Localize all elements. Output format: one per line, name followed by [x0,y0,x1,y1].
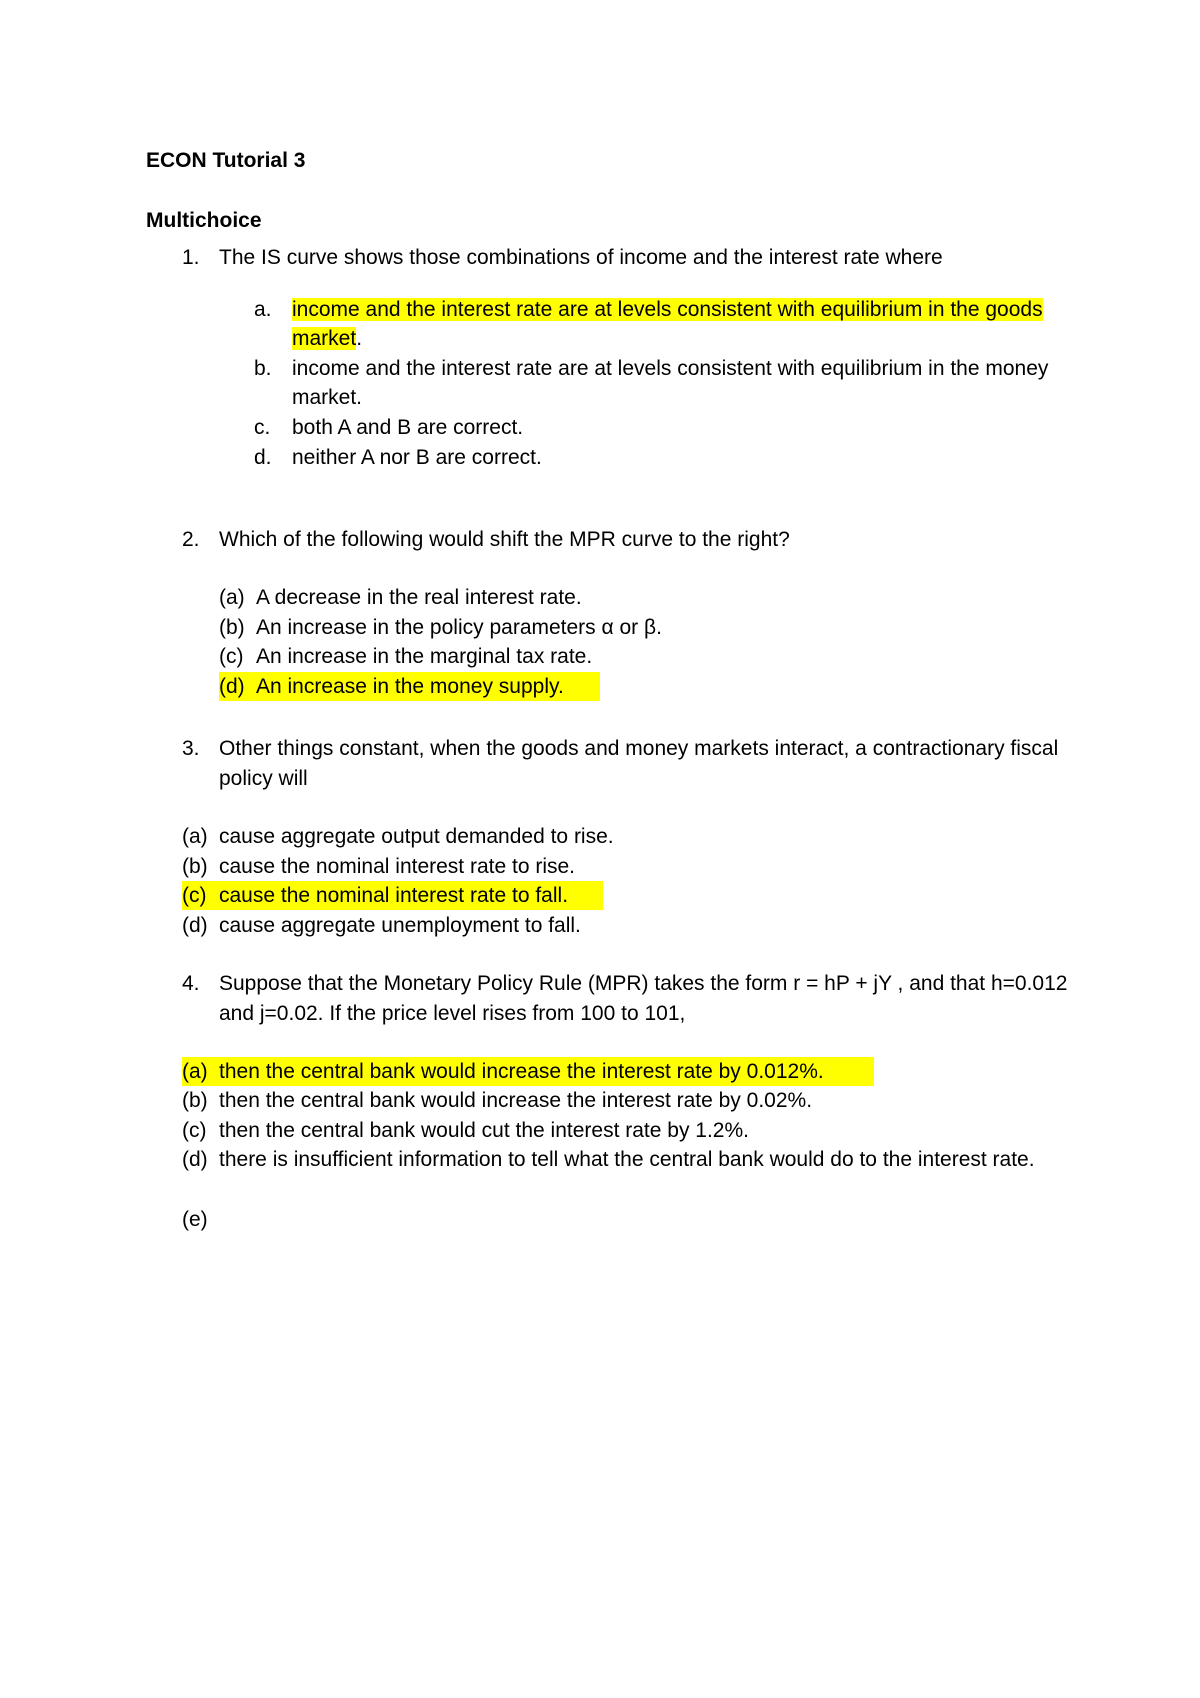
question-text: Suppose that the Monetary Policy Rule (MPR) takes the form r = hP + jY , and that h=0.012 and j=0.02. If the price level rises from 100 to 101, [219,972,1068,1025]
question-text: Other things constant, when the goods and money markets interact, a contractionary fiscal policy will [219,737,1059,790]
option-label: (c) [219,645,244,668]
option-label: (a) [182,825,208,848]
option-label: (d) [182,1148,208,1171]
question-text: Which of the following would shift the MPR curve to the right? [219,528,790,551]
option-text: An increase in the marginal tax rate. [256,645,593,668]
question-number: 1. [182,246,200,269]
option-item-highlighted [182,1057,874,1086]
option-text: An increase in the money supply. [256,675,564,698]
option-label: (d) [219,675,245,698]
question-number: 3. [182,737,200,760]
option-text: then the central bank would cut the interest rate by 1.2%. [219,1119,749,1142]
option-label: (b) [182,1089,208,1112]
question-number: 4. [182,972,200,995]
option-text: cause the nominal interest rate to rise. [219,855,576,878]
option-text [292,295,1052,353]
question-text: The IS curve shows those combinations of income and the interest rate where [219,246,943,269]
question-number: 2. [182,528,200,551]
option-text: A decrease in the real interest rate. [256,586,582,609]
option-text: both A and B are correct. [292,416,524,439]
option-label: (b) [182,855,208,878]
option-label: (a) [219,586,245,609]
option-label: (e) [182,1208,208,1231]
option-label: (c) [182,1119,207,1142]
option-label: d. [254,446,272,469]
option-label: (a) [182,1060,208,1083]
option-text: An increase in the policy parameters α or β. [256,616,662,639]
option-text: neither A nor B are correct. [292,446,542,469]
option-label: (d) [182,914,208,937]
highlighted-answer: income and the interest rate are at levels consistent with equilibrium in the goods market [292,298,1043,350]
option-item-highlighted [219,672,600,701]
option-text: then the central bank would increase the interest rate by 0.012%. [219,1060,824,1083]
option-text: income and the interest rate are at levels consistent with equilibrium in the money market. [292,357,1049,409]
option-text: cause aggregate unemployment to fall. [219,914,581,937]
option-text: cause the nominal interest rate to fall. [219,884,569,907]
option-label: (c) [182,884,207,907]
option-text: then the central bank would increase the interest rate by 0.02%. [219,1089,813,1112]
option-label: (b) [219,616,245,639]
option-text: cause aggregate output demanded to rise. [219,825,614,848]
option-label: a. [254,298,272,321]
option-item-highlighted [182,881,603,910]
section-heading: Multichoice [146,209,262,232]
document-title: ECON Tutorial 3 [146,149,306,172]
option-text-suffix: . [356,327,363,350]
option-label: b. [254,357,272,380]
option-text: there is insufficient information to tell what the central bank would do to the interest rate. [219,1148,1035,1171]
option-label: c. [254,416,271,439]
